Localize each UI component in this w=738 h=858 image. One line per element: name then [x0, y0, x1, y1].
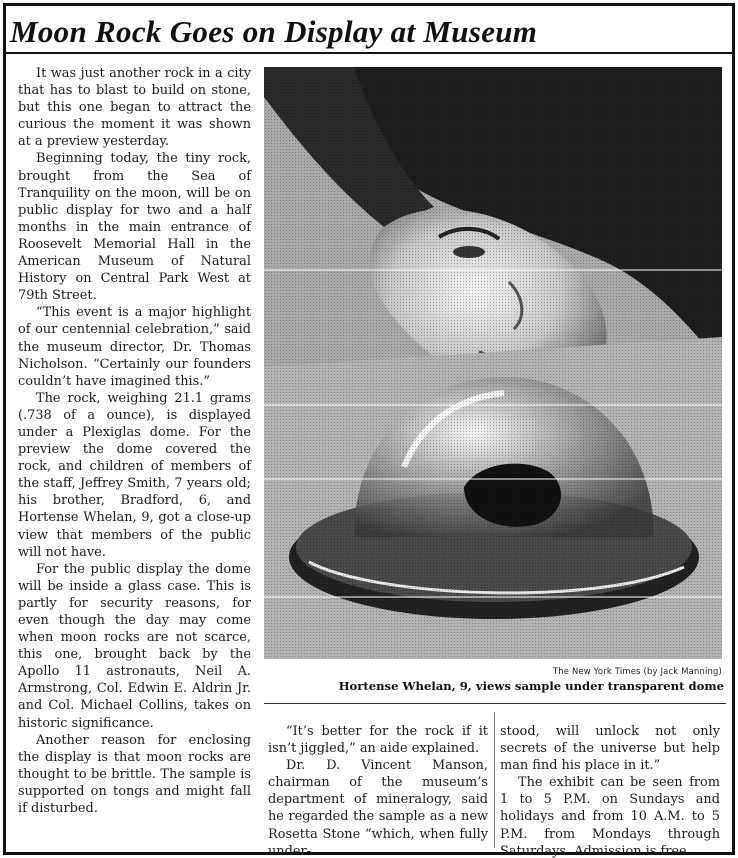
column-divider — [494, 712, 495, 848]
paragraph: Dr. D. Vincent Manson, chairman of the museum’s department of mineralogy, said he regarded the sample as a new Rosetta Stone “which, when fully under- — [268, 758, 488, 858]
paragraph: Another reason for enclosing the display is that moon rocks are thought to be brittle. The sample is supported on tongs and might fall if disturbed. — [18, 732, 251, 817]
photo-credit: The New York Times (by Jack Manning) — [552, 666, 722, 676]
paragraph: The exhibit can be seen from 1 to 5 P.M. on Sundays and holidays and from 10 A.M. to 5 P.M. from Mondays through Saturdays. Admission is free. — [500, 775, 720, 858]
article-column-right — [500, 723, 720, 858]
article-column-left — [18, 65, 251, 817]
paragraph: It was just another rock in a city that has to blast to build on stone, but this one began to attract the curious the moment it was shown at a preview yesterday. — [18, 66, 251, 150]
paragraph: “This event is a major highlight of our centennial celebration,” said the museum director, Dr. Thomas Nicholson. “Certainly our founders couldn’t have imagined this.” — [18, 305, 251, 389]
paragraph: stood, will unlock not only secrets of the universe but help man find his place in it.” — [500, 724, 720, 774]
paragraph: Beginning today, the tiny rock, brought from the Sea of Tranquility on the moon, will be on public display for two and a half months in the main entrance of Roosevelt Memorial Hall in the American Museum of Natural History on Central Park West at 79th Street. — [18, 151, 251, 304]
headline: Moon Rock Goes on Display at Museum — [10, 14, 538, 49]
paragraph: The rock, weighing 21.1 grams (.738 of a ounce), is displayed under a Plexiglas dome. For the preview the dome covered the rock, and children of members of the staff, Jeffrey Smith, 7 years old; his brother, Bradford, 6, and Hortense Whelan, 9, got a close-up view that members of the public will not have. — [18, 390, 251, 560]
news-photo — [264, 67, 722, 659]
paragraph: For the public display the dome will be inside a glass case. This is partly for security reasons, for even though the day may come when moon rocks are not scarce, this one, brought back by the Apollo 11 astronauts, Neil A. Armstrong, Col. Edwin E. Aldrin Jr. and Col. Michael Collins, takes on historic significance. — [18, 561, 251, 731]
paragraph: “It’s better for the rock if it isn’t jiggled,” an aide explained. — [268, 724, 488, 757]
article-column-middle — [268, 723, 488, 858]
headline-rule — [6, 52, 732, 54]
photo-caption: Hortense Whelan, 9, views sample under transparent dome — [338, 679, 724, 693]
caption-rule — [264, 703, 726, 704]
